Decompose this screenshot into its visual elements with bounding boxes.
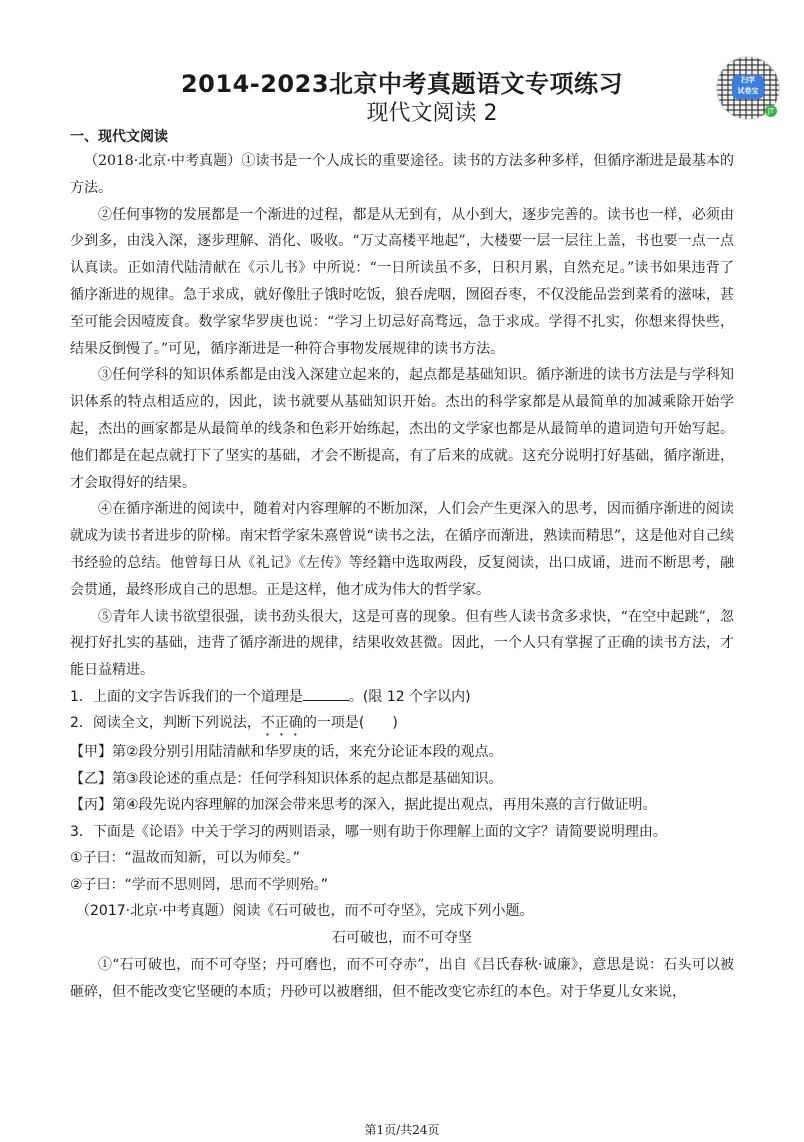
question-2-text: 2．阅读全文，判断下列说法， — [70, 715, 261, 732]
question-3: 3．下面是《论语》中关于学习的两则语录，哪一则有助于你理解上面的文字？请简要说明理由。 — [70, 823, 667, 840]
document-title: 2014-2023北京中考真题语文专项练习 — [180, 70, 624, 98]
question-1 — [70, 684, 734, 711]
page-content — [70, 126, 734, 1005]
passage1-para5: ⑤青年人读书欲望很强，读书劲头很大，这是可喜的现象。但有些人读书贪多求快，“在空中起跳”，忽视打好扎实的基础，违背了循序渐进的规律，结果收效甚微。因此，一个人只有掌握了正确的读书方法，才能日益精进。 — [70, 608, 734, 679]
passage1-para3: ③任何学科的知识体系都是由浅入深建立起来的，起点都是基础知识。循序渐进的读书方法是与学科知识体系的特点相适应的，因此，读书就要从基础知识开始。杰出的科学家都是从最简单的加减乘除开始学起，杰出的画家都是从最简单的线条和色彩开始练起，杰出的文学家也都是从最简单的遣词造句开始写起。他们都是在起点就打下了坚实的基础，才会不断提高，有了后来的成就。这充分说明打好基础，循序渐进，才会取得好的结果。 — [70, 367, 734, 491]
answer-blank[interactable] — [303, 686, 349, 701]
qr-label: 扫学 试卷宝 — [732, 75, 764, 99]
section-heading: 一、现代文阅读 — [70, 129, 168, 145]
question-1-limit: 。(限 12 个字以内) — [348, 688, 471, 705]
passage1-source: （2018·北京·中考真题）①读书是一个人成长的重要途径。读书的方法多种多样，但循序渐进是最基本的方法。 — [70, 153, 734, 196]
question-2-tail: 的一项是( ) — [302, 715, 398, 732]
passage1-para4: ④在循序渐进的阅读中，随着对内容理解的不断加深，人们会产生更深入的思考，因而循序渐进的阅读就成为读书者进步的阶梯。南宋哲学家朱熹曾说“读书之法，在循序而渐进，熟读而精思”，这是他对自己续书经验的总结。他曾每日从《礼记》《左传》等经籍中选取两段，反复阅读，出口成诵，进而不断思考，融会贯通，最终形成自己的思想。正是这样，他才成为伟大的哲学家。 — [70, 501, 734, 598]
question-2 — [70, 710, 734, 739]
emphasis-dotted-text: 不正确 — [260, 715, 303, 732]
quote-1: ①子曰：“温故而知新，可以为师矣。” — [70, 850, 301, 867]
document-subtitle: 现代文阅读 2 — [366, 101, 498, 126]
option-jia: 【甲】第②段分别引用陆清献和华罗庚的话，来充分论证本段的观点。 — [70, 744, 503, 761]
passage1-para2: ②任何事物的发展都是一个渐进的过程，都是从无到有，从小到大，逐步完善的。读书也一样，必须由少到多，由浅入深，逐步理解、消化、吸收。“万丈高楼平地起”，大楼要一层一层往上盖，书也要一点一点认真读。正如清代陆清献在《示儿书》中所说：“一日所读虽不多，日积月累，自然充足。”读书如果违背了循序渐进的规律。急于求成，就好像肚子饿时吃饭，狼吞虎咽，囫囵吞枣，不仅没能品尝到菜肴的滋味，甚至可能会因噎废食。数学家华罗庚也说：“学习上切忌好高骛远，急于求成。学得不扎实，你想来得快些，结果反倒慢了。”可见，循序渐进是一种符合事物发展规律的读书方法。 — [70, 206, 734, 357]
option-yi: 【乙】第③段论述的重点是：任何学科知识体系的起点都是基础知识。 — [70, 770, 503, 787]
qr-badge: JT — [765, 105, 777, 117]
question-1-text: 1．上面的文字告诉我们的一个道理是 — [70, 688, 303, 705]
page-footer: 第1页/共24页 — [364, 1123, 440, 1137]
qr-code-icon[interactable] — [716, 56, 780, 120]
passage2-para1: ①“石可破也，而不可夺坚；丹可磨也，而不可夺赤”，出自《吕氏春秋·诚廉》，意思是说：石头可以被砸碎，但不能改变它坚硬的本质；丹砂可以被磨细，但不能改变它赤红的本色。对于华夏儿女来说， — [70, 956, 734, 1000]
quote-2: ②子曰：“学而不思则罔，思而不学则殆。” — [70, 876, 329, 893]
passage2-title: 石可破也，而不可夺坚 — [332, 929, 472, 946]
option-bing: 【丙】第④段先说内容理解的加深会带来思考的深入，据此提出观点，再用朱熹的言行做证明。 — [70, 797, 657, 814]
passage2-source: （2017·北京·中考真题）阅读《石可破也，而不可夺坚》，完成下列小题。 — [76, 903, 534, 920]
